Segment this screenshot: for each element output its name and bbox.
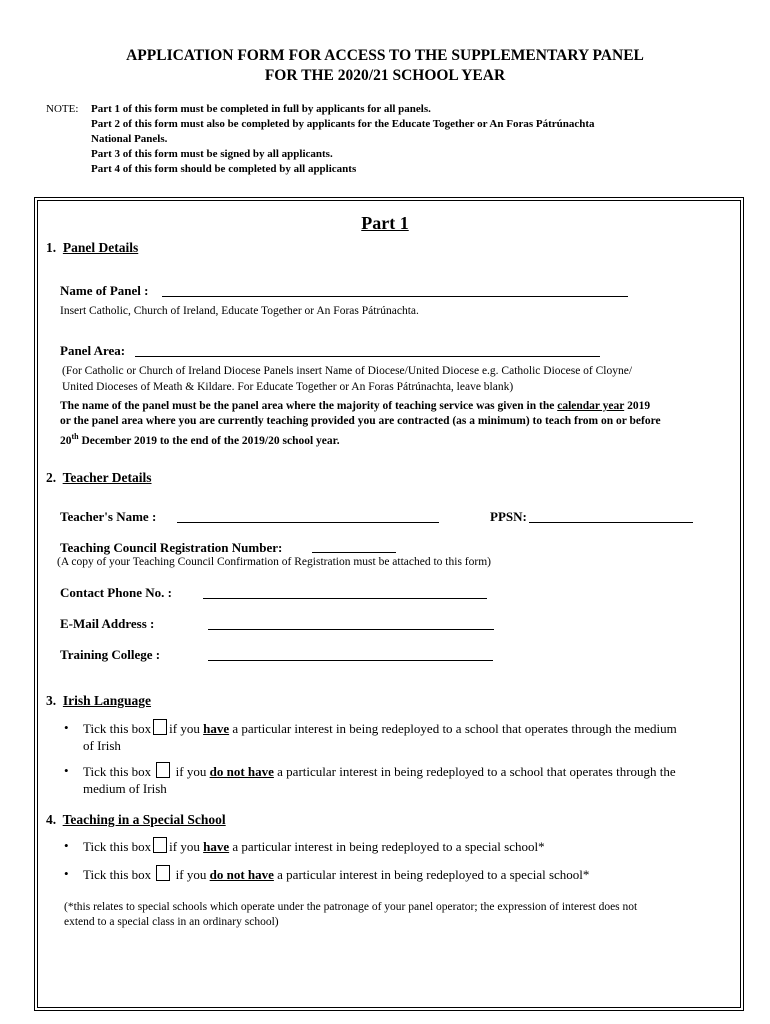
bullet: •	[64, 866, 69, 881]
special-not-have-row: Tick this box if you do not have a particular interest in being redeployed to a special school*	[83, 867, 590, 882]
panel-rule-line3: 20th December 2019 to the end of the 2019/20 school year.	[60, 432, 340, 447]
email-field[interactable]	[208, 629, 494, 630]
special-have-checkbox[interactable]	[153, 837, 167, 853]
note-line1: Part 1 of this form must be completed in full by applicants for all panels.	[91, 103, 431, 115]
panel-name-label: Name of Panel :	[60, 283, 149, 298]
irish-not-have-row-line2: medium of Irish	[83, 781, 167, 796]
note-label: NOTE:	[46, 103, 79, 115]
irish-have-checkbox[interactable]	[153, 719, 167, 735]
panel-area-label: Panel Area:	[60, 343, 126, 358]
irish-not-have-checkbox[interactable]	[156, 762, 170, 778]
section3-heading: 3. Irish Language	[46, 693, 152, 708]
special-footnote-line1: (*this relates to special schools which operate under the patronage of your panel operator; the expression of interest does not	[64, 901, 638, 913]
panel-area-field[interactable]	[135, 356, 600, 357]
phone-label: Contact Phone No. :	[60, 585, 172, 600]
part1-frame-inner	[37, 200, 741, 1008]
section4-heading: 4. Teaching in a Special School	[46, 812, 226, 827]
tc-registration-label: Teaching Council Registration Number:	[60, 540, 283, 555]
form-title-line1: APPLICATION FORM FOR ACCESS TO THE SUPPLEMENTARY PANEL	[126, 47, 644, 64]
teacher-name-field[interactable]	[177, 522, 439, 523]
ppsn-field[interactable]	[529, 522, 693, 523]
panel-area-hint-line2: United Dioceses of Meath & Kildare. For Educate Together or An Foras Pátrúnachta, leave blank)	[62, 381, 514, 393]
special-have-row: Tick this box if you have a particular interest in being redeployed to a special school*	[83, 839, 545, 854]
email-label: E-Mail Address :	[60, 616, 155, 631]
note-line3: National Panels.	[91, 133, 168, 145]
panel-name-hint: Insert Catholic, Church of Ireland, Educate Together or An Foras Pátrúnachta.	[60, 305, 419, 317]
section1-heading: 1. Panel Details	[46, 240, 139, 255]
ppsn-label: PPSN:	[490, 509, 527, 524]
teacher-name-label: Teacher's Name :	[60, 509, 157, 524]
college-label: Training College :	[60, 647, 161, 662]
panel-area-hint-line1: (For Catholic or Church of Ireland Diocese Panels insert Name of Diocese/United Diocese e.g. Catholic Diocese of Cloyne/	[62, 365, 633, 377]
irish-have-row: Tick this box if you have a particular interest in being redeployed to a school that operates through the medium	[83, 721, 677, 736]
phone-field[interactable]	[203, 598, 487, 599]
panel-rule-line2: or the panel area where you are currently teaching provided you are contracted (as a minimum) to teach from on or before	[60, 415, 661, 427]
part1-title: Part 1	[361, 213, 409, 233]
note-line5: Part 4 of this form should be completed by all applicants	[91, 163, 357, 175]
special-footnote-line2: extend to a special class in an ordinary school)	[64, 916, 279, 928]
college-field[interactable]	[208, 660, 493, 661]
bullet: •	[64, 763, 69, 778]
irish-have-row-line2: of Irish	[83, 738, 121, 753]
bullet: •	[64, 838, 69, 853]
tc-registration-field[interactable]	[312, 552, 396, 553]
tc-registration-hint: (A copy of your Teaching Council Confirmation of Registration must be attached to this form)	[57, 556, 491, 568]
form-title-line2: FOR THE 2020/21 SCHOOL YEAR	[264, 67, 506, 84]
irish-not-have-row: Tick this box if you do not have a particular interest in being redeployed to a school that operates through the	[83, 764, 676, 779]
panel-rule-line1: The name of the panel must be the panel area where the majority of teaching service was given in the calendar year 2019	[60, 400, 651, 412]
special-not-have-checkbox[interactable]	[156, 865, 170, 881]
bullet: •	[64, 720, 69, 735]
section2-heading: 2. Teacher Details	[46, 470, 152, 485]
panel-name-field[interactable]	[162, 296, 628, 297]
note-line4: Part 3 of this form must be signed by all applicants.	[91, 148, 333, 160]
note-line2: Part 2 of this form must also be completed by applicants for the Educate Together or An Foras Pátrúnachta	[91, 118, 595, 130]
